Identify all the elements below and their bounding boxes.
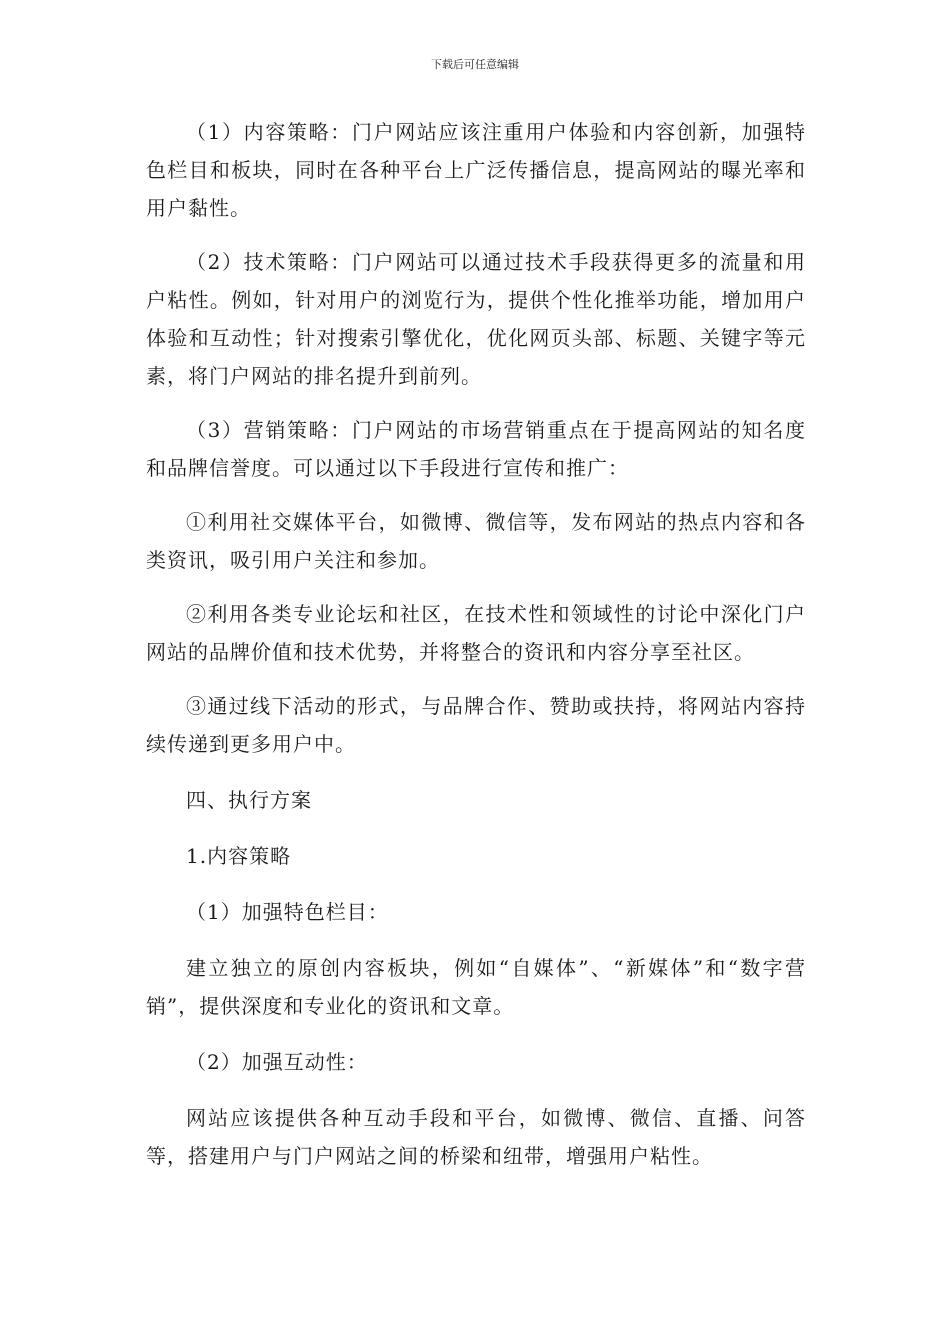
subheading-content-strategy: 1.内容策略	[186, 844, 292, 868]
document-body	[146, 113, 806, 1175]
section-heading-execution: 四、执行方案	[186, 788, 312, 812]
paragraph-marketing-strategy: （3）营销策略：门户网站的市场营销重点在于提高网站的知名度和品牌信誉度。可以通过以下手段进行宣传和推广：	[146, 418, 806, 480]
paragraph-item-2: ②利用各类专业论坛和社区，在技术性和领域性的讨论中深化门户网站的品牌价值和技术优势，并将整合的资讯和内容分享至社区。	[146, 602, 806, 664]
subheading-featured-columns: （1）加强特色栏目：	[186, 900, 389, 924]
subheading-interactivity: （2）加强互动性：	[186, 1050, 368, 1074]
paragraph-item-1: ①利用社交媒体平台，如微博、微信等，发布网站的热点内容和各类资讯，吸引用户关注和参加。	[146, 510, 806, 572]
page-header-note: 下载后可任意编辑	[431, 58, 519, 71]
paragraph-content-strategy: （1）内容策略：门户网站应该注重用户体验和内容创新，加强特色栏目和板块，同时在各种平台上广泛传播信息，提高网站的曝光率和用户黏性。	[146, 120, 806, 220]
paragraph-item-3: ③通过线下活动的形式，与品牌合作、赞助或扶持，将网站内容持续传递到更多用户中。	[146, 694, 806, 756]
paragraph-featured-columns: 建立独立的原创内容板块，例如“自媒体”、“新媒体”和“数字营销”，提供深度和专业化的资讯和文章。	[146, 956, 806, 1018]
paragraph-tech-strategy: （2）技术策略：门户网站可以通过技术手段获得更多的流量和用户粘性。例如，针对用户的浏览行为，提供个性化推举功能，增加用户体验和互动性；针对搜索引擎优化，优化网页头部、标题、关键字等元素，将门户网站的排名提升到前列。	[146, 250, 806, 388]
paragraph-interactivity: 网站应该提供各种互动手段和平台，如微博、微信、直播、问答等，搭建用户与门户网站之间的桥梁和纽带，增强用户粘性。	[146, 1106, 806, 1168]
